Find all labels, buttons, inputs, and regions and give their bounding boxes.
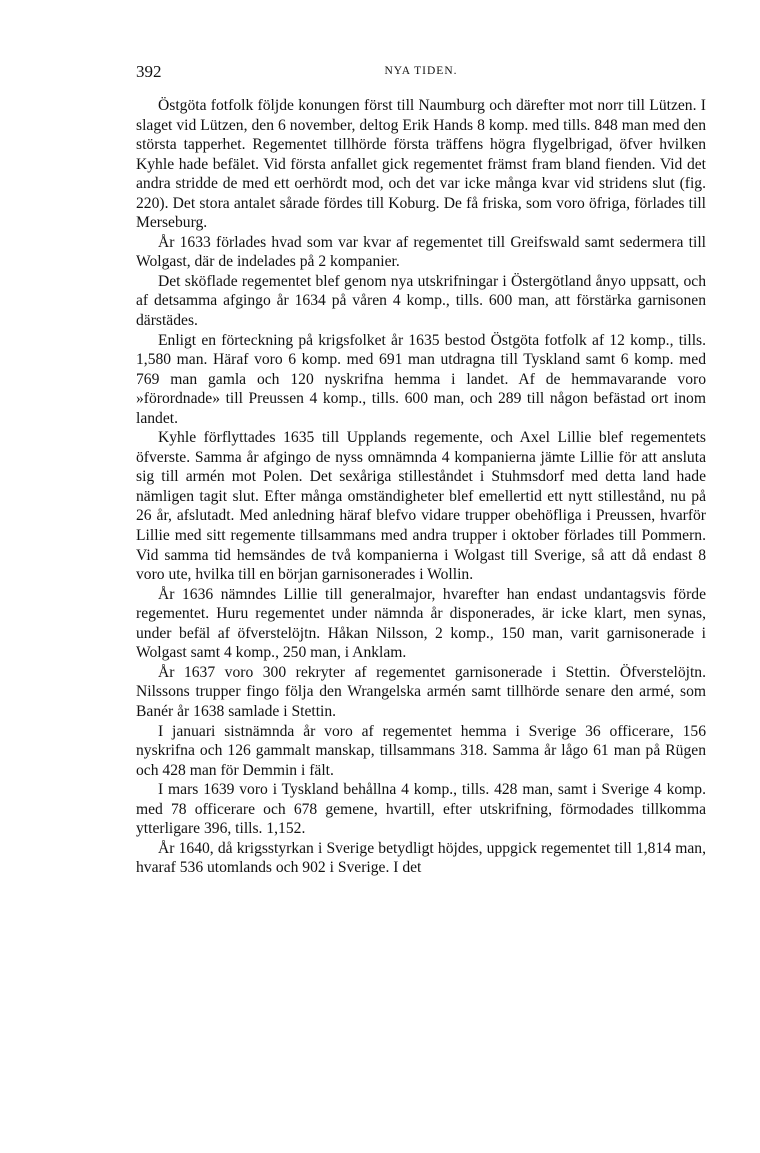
page-header — [136, 62, 706, 86]
paragraph: År 1637 voro 300 rekryter af regementet garnisonerade i Stettin. Öfverstelöjtn. Nilssons trupper fingo följa den Wrangelska armén samt tillhörde senare den armé, som Banér år 1638 samlade i Stettin. — [136, 663, 706, 720]
book-page — [136, 62, 706, 878]
page-number: 392 — [136, 62, 162, 81]
paragraph: År 1640, då krigsstyrkan i Sverige betydligt höjdes, uppgick regementet till 1,814 man, hvaraf 536 utomlands och 902 i Sverige. I det — [136, 839, 706, 877]
paragraph: Kyhle förflyttades 1635 till Upplands regemente, och Axel Lillie blef regementets öfverste. Samma år afgingo de nyss omnämnda 4 kompanierna jämte Lillie för att ansluta sig till armén mot Polen. Det sexåriga stilleståndet i Stuhmsdorf med detta land hade nämligen tagit slut. Efter många omständigheter blef emellertid ett nytt stillestånd, nu på 26 år, afslutadt. Med anledning häraf blefvo vidare trupper obehöfliga i Preussen, hvarför Lillie med sitt regemente tillsammans med andra trupper i oktober förlades till Pommern. Vid samma tid hemsändes de två kompanierna i Wolgast till Sverige, så att då endast 8 voro ute, hvilka till en början garnisonerades i Wollin. — [136, 429, 706, 584]
paragraph: Enligt en förteckning på krigsfolket år 1635 bestod Östgöta fotfolk af 12 komp., tills. 1,580 man. Häraf voro 6 komp. med 691 man utdragna till Tyskland samt 6 komp. med 769 man gamla och 120 nyskrifna hemma i landet. Af de hemmavarande voro »förordnade» till Preussen 4 komp., tills. 600 man, och 289 till någon befästad ort inom landet. — [136, 331, 706, 427]
body-text — [136, 96, 706, 878]
paragraph: År 1633 förlades hvad som var kvar af regementet till Greifswald samt sedermera till Wolgast, där de indelades på 2 kompanier. — [136, 233, 706, 271]
paragraph: Östgöta fotfolk följde konungen först till Naumburg och därefter mot norr till Lützen. I slaget vid Lützen, den 6 november, deltog Erik Hands 8 komp. med tills. 848 man med den största tapperhet. Regementet tillhörde första träffens högra flygelbrigad, öfver hvilken Kyhle hade befälet. Vid första anfallet gick regementet främst fram bland fienden. Vid det andra stridde de med ett oerhördt mod, och det var icke många kvar vid stridens slut (fig. 220). Det stora antalet sårade fördes till Koburg. De få friska, som voro öfriga, förlades till Merseburg. — [136, 97, 706, 232]
paragraph: I mars 1639 voro i Tyskland behållna 4 komp., tills. 428 man, samt i Sverige 4 komp. med 78 officerare och 678 gemene, hvartill, efter utskrifning, förmodades tillkomma ytterligare 396, tills. 1,152. — [136, 781, 706, 838]
running-title: NYA TIDEN. — [384, 65, 458, 77]
paragraph: I januari sistnämnda år voro af regementet hemma i Sverige 36 officerare, 156 nyskrifna och 126 gammalt manskap, tillsammans 318. Samma år lågo 61 man på Rügen och 428 man för Demmin i fält. — [136, 722, 706, 779]
paragraph: Det sköflade regementet blef genom nya utskrifningar i Östergötland ånyo uppsatt, och af detsamma afgingo år 1634 på våren 4 komp., tills. 600 man, att förstärka garnisonen därstädes. — [136, 272, 706, 330]
paragraph: År 1636 nämndes Lillie till generalmajor, hvarefter han endast undantagsvis förde regementet. Huru regementet under nämnda år disponerades, är icke klart, men synas, under befäl af öfverstelöjtn. Håkan Nilsson, 2 komp., 150 man, varit garnisonerade i Wolgast samt 4 komp., 250 man, i Anklam. — [136, 585, 706, 662]
